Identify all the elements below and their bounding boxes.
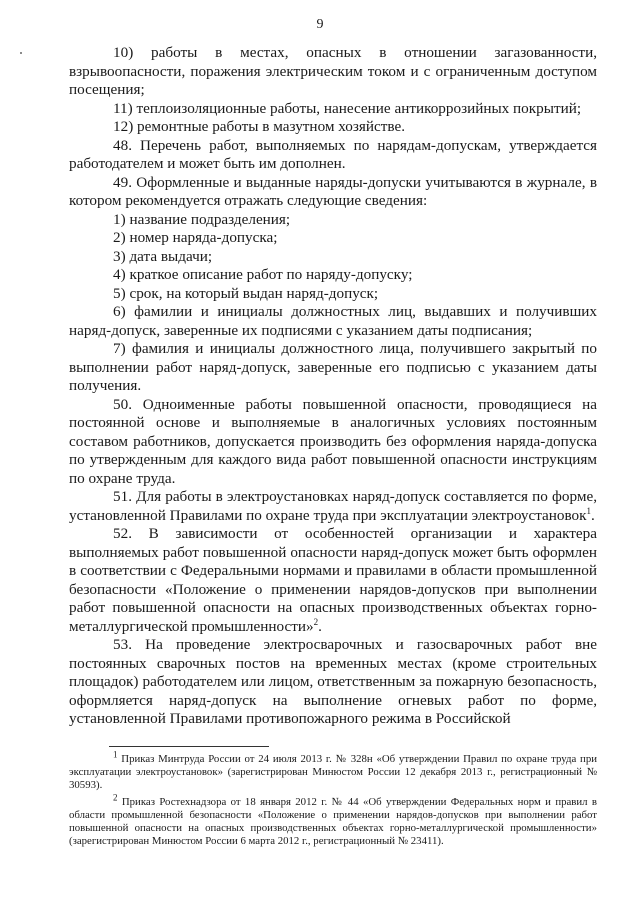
journal-item-7: 7) фамилия и инициалы должностного лица, получившего закрытый по выполнении работ наряд-допуск, заверенные его подписью с указанием даты получения. xyxy=(69,340,597,394)
footnote-ref-1: 1 xyxy=(586,505,592,516)
scan-speck xyxy=(20,52,22,54)
clause-52-end: . xyxy=(318,617,322,635)
footnote-mark-2: 2 xyxy=(113,792,118,803)
list-item-10: 10) работы в местах, опасных в отношении загазованности, взрывоопасности, поражения электрическим током и с ограниченным доступом посещения; xyxy=(69,44,597,98)
clause-51-text: 51. Для работы в электроустановках наряд-допуск составляется по форме, установленной Правилами по охране труда при эксплуатации электроустановок xyxy=(69,488,597,524)
journal-item-2: 2) номер наряда-допуска; xyxy=(113,229,278,246)
clause-51-end: . xyxy=(591,506,595,524)
clause-53: 53. На проведение электросварочных и газосварочных работ вне постоянных сварочных постов на временных местах (кроме строительных площадок) работодателем или лицом, ответственным за пожарную безопасность, оформляется наряд-допуск на выполнение огневых работ по форме, установленной Правилами противопожарного режима в Российской xyxy=(69,636,597,727)
footnote-ref-2: 2 xyxy=(313,616,319,627)
clause-52-text: 52. В зависимости от особенностей организации и характера выполняемых работ повышенной опасности наряд-допуск может быть оформлен в соответствии с Федеральными нормами и правилами в области промышленной безопасности «Положение о применении нарядов-допусков при выполнении работ повышенной опасности на опасных производственных объектах горно-металлургической промышленности» xyxy=(69,525,597,635)
footnote-2-text: Приказ Ростехнадзора от 18 января 2012 г. № 44 «Об утверждении Федеральных норм и правил в области промышленной безопасности «Положение о применении нарядов-допусков при выполнении работ повышенной опасности на опасных производственных объектах горно-металлургической промышленности» (зарегистрирован Минюстом России 6 марта 2012 г., регистрационный № 23411). xyxy=(69,796,597,847)
footnotes xyxy=(69,746,597,852)
main-text xyxy=(69,44,597,729)
journal-item-6: 6) фамилии и инициалы должностных лиц, выдавших и получивших наряд-допуск, заверенные их подписями с указанием даты подписания; xyxy=(69,303,597,339)
footnote-1-text: Приказ Минтруда России от 24 июля 2013 г. № 328н «Об утверждении Правил по охране труда при эксплуатации электроустановок» (зарегистрирован Минюстом России 12 декабря 2013 г., регистрационный № 30593). xyxy=(69,753,597,791)
journal-item-1: 1) название подразделения; xyxy=(113,210,291,228)
journal-item-3: 3) дата выдачи; xyxy=(113,247,213,265)
footnote-2 xyxy=(69,792,597,848)
clause-49: 49. Оформленные и выданные наряды-допуски учитываются в журнале, в котором рекомендуется отражать следующие сведения: xyxy=(69,173,597,209)
journal-item-4: 4) краткое описание работ по наряду-допуску; xyxy=(113,266,413,283)
clause-52 xyxy=(69,525,597,636)
clause-51 xyxy=(69,488,597,525)
clause-48: 48. Перечень работ, выполняемых по нарядам-допускам, утверждается работодателем и может быть им дополнен. xyxy=(69,136,597,172)
footnote-1 xyxy=(69,749,597,792)
footnote-mark-1: 1 xyxy=(113,749,118,760)
clause-50: 50. Одноименные работы повышенной опасности, проводящиеся на постоянной основе и выполняемые в аналогичных условиях постоянным составом работников, допускается производить без оформления наряда-допуска по утвержденным для каждого вида работ повышенной опасности инструкциям по охране труда. xyxy=(69,395,597,487)
list-item-11: 11) теплоизоляционные работы, нанесение антикоррозийных покрытий; xyxy=(113,99,582,117)
page-number: 9 xyxy=(316,17,324,32)
journal-item-5: 5) срок, на который выдан наряд-допуск; xyxy=(113,284,379,302)
list-item-12: 12) ремонтные работы в мазутном хозяйстве. xyxy=(113,118,405,135)
footnote-divider xyxy=(109,746,269,747)
